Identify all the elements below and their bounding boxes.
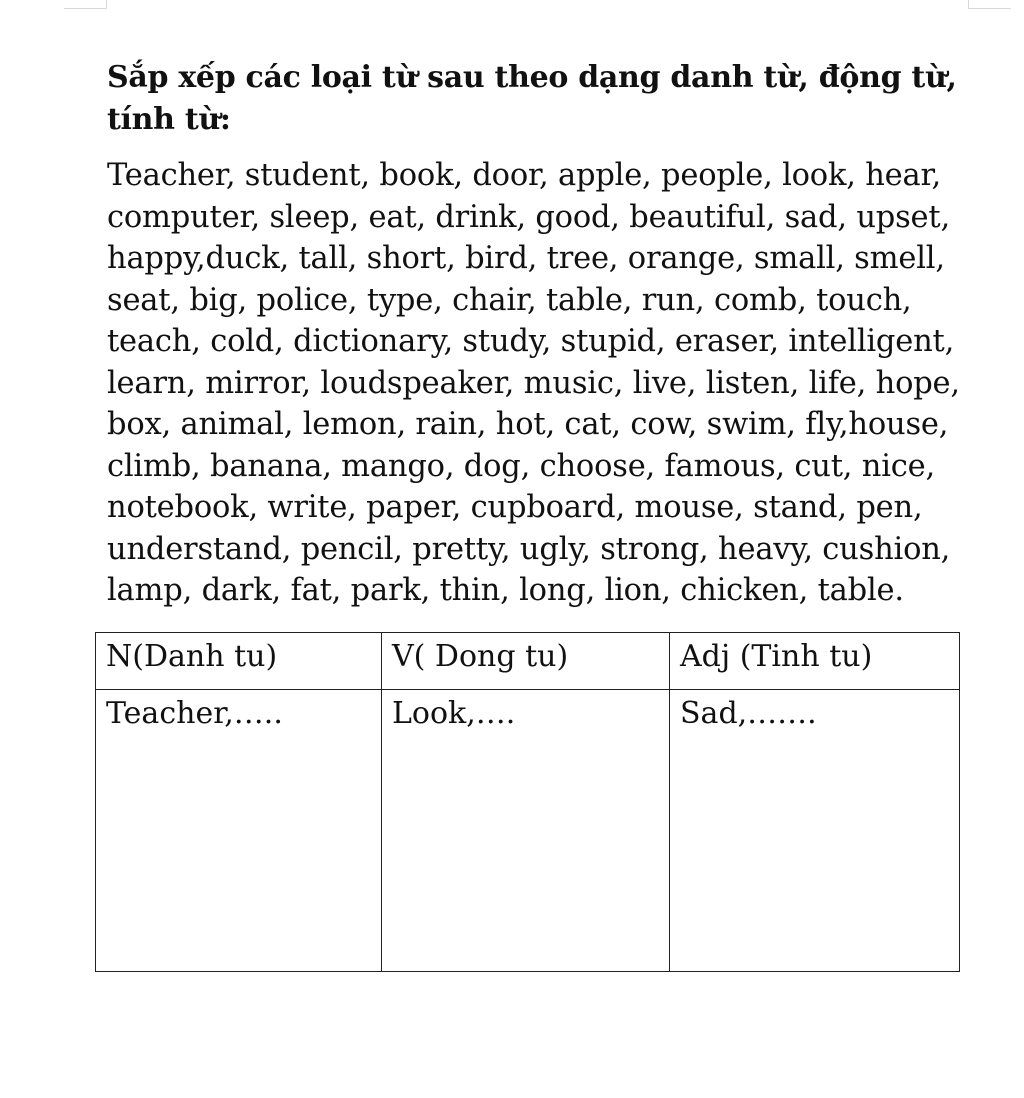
cell-adjective: Sad,……. [670,690,960,972]
word-list-line: lamp, dark, fat, park, thin, long, lion, chicken, table. [107,573,904,608]
word-list-line: learn, mirror, loudspeaker, music, live, listen, life, hope, [107,365,960,401]
word-list-line: notebook, write, paper, cupboard, mouse, stand, pen, [107,490,923,525]
header-noun: N(Danh tu) [96,633,382,690]
word-list-line: teach, cold, dictionary, study, stupid, eraser, intelligent, [107,324,955,359]
word-list-line: climb, banana, mango, dog, choose, famous, cut, nice, [107,448,935,484]
page-corner-mark-left [64,0,107,9]
word-list-line: understand, pencil, pretty, ugly, strong, heavy, cushion, [107,531,951,567]
word-list-line: computer, sleep, eat, drink, good, beautiful, sad, upset, [107,199,950,235]
exercise-heading: Sắp xếp các loại từ sau theo dạng danh từ, động từ, tính từ: [107,60,957,137]
header-adjective: Adj (Tinh tu) [670,633,960,690]
document-body [107,57,977,612]
word-list-line: box, animal, lemon, rain, hot, cat, cow, swim, fly,house, [107,407,949,442]
cell-noun: Teacher,….. [96,690,382,972]
cell-verb: Look,…. [382,690,670,972]
table-row [96,690,960,972]
word-list-line: seat, big, police, type, chair, table, run, comb, touch, [107,282,912,318]
word-list [107,155,977,612]
table-header-row [96,633,960,690]
word-list-line: happy,duck, tall, short, bird, tree, orange, small, smell, [107,241,945,276]
word-list-line: Teacher, student, book, door, apple, people, look, hear, [107,158,942,193]
page-corner-mark-right [968,0,1011,9]
header-verb: V( Dong tu) [382,633,670,690]
word-category-table [95,632,960,972]
